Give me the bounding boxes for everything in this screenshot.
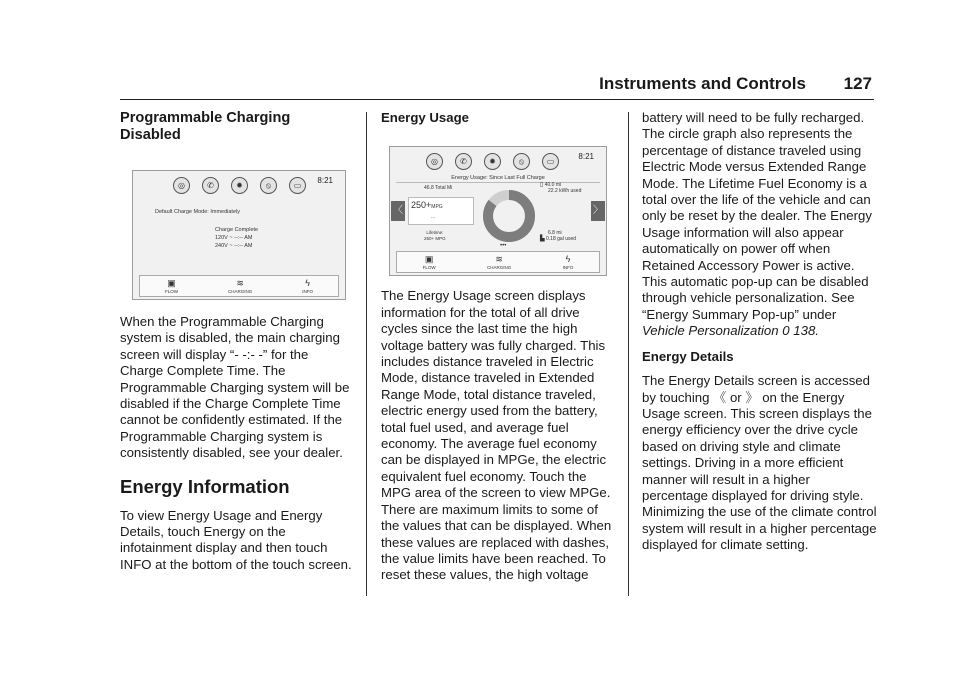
page-dots: ••• [500,243,507,250]
column-divider [366,112,367,596]
charge-mode-text: Default Charge Mode: Immediately [155,209,240,215]
clock: 8:21 [578,152,594,162]
page-reference: 0 138. [782,323,819,339]
energy-usage-header: Energy Usage: Since Last Full Charge [396,175,600,183]
nav-icon: ⦸ [513,153,530,170]
page-number: 127 [843,74,872,93]
charge-240v-line: 240V ~ --:-- AM [215,243,253,249]
display-icon: ▭ [289,177,306,194]
label-energy-usage: Energy Usage [381,110,469,125]
link-vehicle-personalization[interactable]: Vehicle Personalization [642,323,779,339]
paragraph-text: battery will need to be fully recharged. The circle graph also represents the percentage of distance traveled using Electric Mode versus Extended Range Mode. The Lifetime Fuel Economy is a total over the life of the vehicle and can only be reset by the dealer. The Energy Usage information will also appear automatically on power off when Retained Accessory Power is active. This automatic pop-up can be disabled through vehicle personalization. See “Energy Summary Pop-up” under [642,110,872,322]
lightning-icon: ϟ [565,254,571,265]
settings-icon: ✹ [231,177,248,194]
charging-button: ≋ CHARGING [227,278,253,294]
header-title: Instruments and Controls [599,74,806,93]
fuel-pump-icon: ▙ [540,236,545,243]
charge-complete-title: Charge Complete [215,227,259,233]
gas-miles: 6.8 mi [548,230,562,237]
phone-icon: ✆ [455,153,472,170]
paragraph-text: The Energy Details screen is accessed by touching [642,373,870,405]
charge-complete-block [215,226,258,250]
energy-usage-screen-illustration [389,146,607,276]
electric-miles: 40.0 mi [544,182,562,189]
mpg-sub: ... [431,214,436,221]
info-button: ϟ INFO [302,278,313,294]
gallons-used: 0.18 gal used [546,236,577,243]
electric-stats [540,182,581,194]
settings-icon: ✹ [484,153,501,170]
chevron-right-icon: 》 [745,389,759,405]
column-1 [120,110,352,582]
icon-row [173,177,318,194]
lifetime-value: 250+ MPG [424,236,446,242]
charging-icon: ≋ [495,254,503,265]
gas-stats [540,230,576,242]
chevron-left-icon: 《 [713,389,727,405]
charging-icon: ≋ [236,278,244,288]
display-icon: ▭ [542,153,559,170]
energy-ring-chart [482,189,536,243]
flow-icon: ▣ [424,254,434,265]
paragraph-energy-usage-cont [642,110,878,340]
icon-row [426,153,571,170]
nav-icon: ⦸ [260,177,277,194]
flow-icon: ▣ [167,278,176,288]
flow-button: ▣ FLOW [422,254,436,271]
info-button: ϟ INFO [562,254,574,271]
paragraph-text: on the Energy Usage screen. This screen displays the energy efficiency over the drive cycle based on driving style and climate settings. Driving in a more efficient manner will result in a higher percentage displayed for driving style. Minimizing the use of the climate control system will result in a higher percentage displayed for climate setting. [642,389,877,553]
bottom-button-bar [139,275,339,297]
paragraph-charging-disabled: When the Programmable Charging system is disabled, the main charging screen will display “- -:- -” for the Charge Complete Time. The Programmable Charging system will be disabled if the Charge Complete Time cannot be confidently estimated. If the Programmable Charging system is consistently disabled, see your dealer. [120,314,350,461]
charge-120v-line: 120V ~ --:-- AM [215,235,253,241]
section-heading-energy-information: Energy Information [120,475,290,497]
phone-icon: ✆ [202,177,219,194]
column-divider [628,112,629,596]
chevron-left-icon: 〈 [391,201,405,221]
bottom-button-bar [396,251,600,273]
paragraph-text: or [726,389,746,405]
kwh-used: 22.2 kWh used [548,188,582,195]
total-miles: 46.8 Total Mi [424,185,453,192]
clock: 8:21 [317,176,333,185]
subheading-programmable-charging: Programmable Charging Disabled [120,110,291,143]
mpg-area [408,197,474,225]
lifetime-economy [424,230,446,242]
paragraph-energy-details [642,373,878,553]
lifetime-label: Lifetime: [426,230,444,236]
label-energy-details: Energy Details [642,348,734,364]
charging-screen-illustration [132,170,346,300]
paragraph-energy-usage: The Energy Usage screen displays information for the total of all drive cycles since the last time the high voltage battery was fully charged. This includes distance traveled in Electric Mode, distance traveled in Extended Range Mode, total distance traveled, electric energy used from the battery, total fuel used, and average fuel economy. The average fuel economy can be displayed in MPGe, the electric equivalent fuel economy. Touch the MPG area of the screen to view MPGe. There are maximum limits to some of the values that can be displayed. When these values are replaced with dashes, the value limits have been reached. To reset these values, the high voltage [381,288,612,583]
chevron-right-icon: 〉 [591,201,605,221]
audio-icon: ◎ [173,177,190,194]
column-2 [381,110,613,593]
paragraph-energy-info: To view Energy Usage and Energy Details, touch Energy on the infotainment display and then touch INFO at the bottom of the touch screen. [120,507,352,572]
audio-icon: ◎ [426,153,443,170]
page-header [120,74,872,100]
header-rule [120,99,874,100]
charging-button: ≋ CHARGING [486,254,512,271]
lightning-icon: ϟ [305,278,310,288]
flow-button: ▣ FLOW [164,278,178,294]
mpg-value: 250+ [411,200,432,211]
battery-icon: ▯ [540,182,544,189]
mpg-unit: MPG [431,204,443,211]
column-3 [642,110,878,563]
